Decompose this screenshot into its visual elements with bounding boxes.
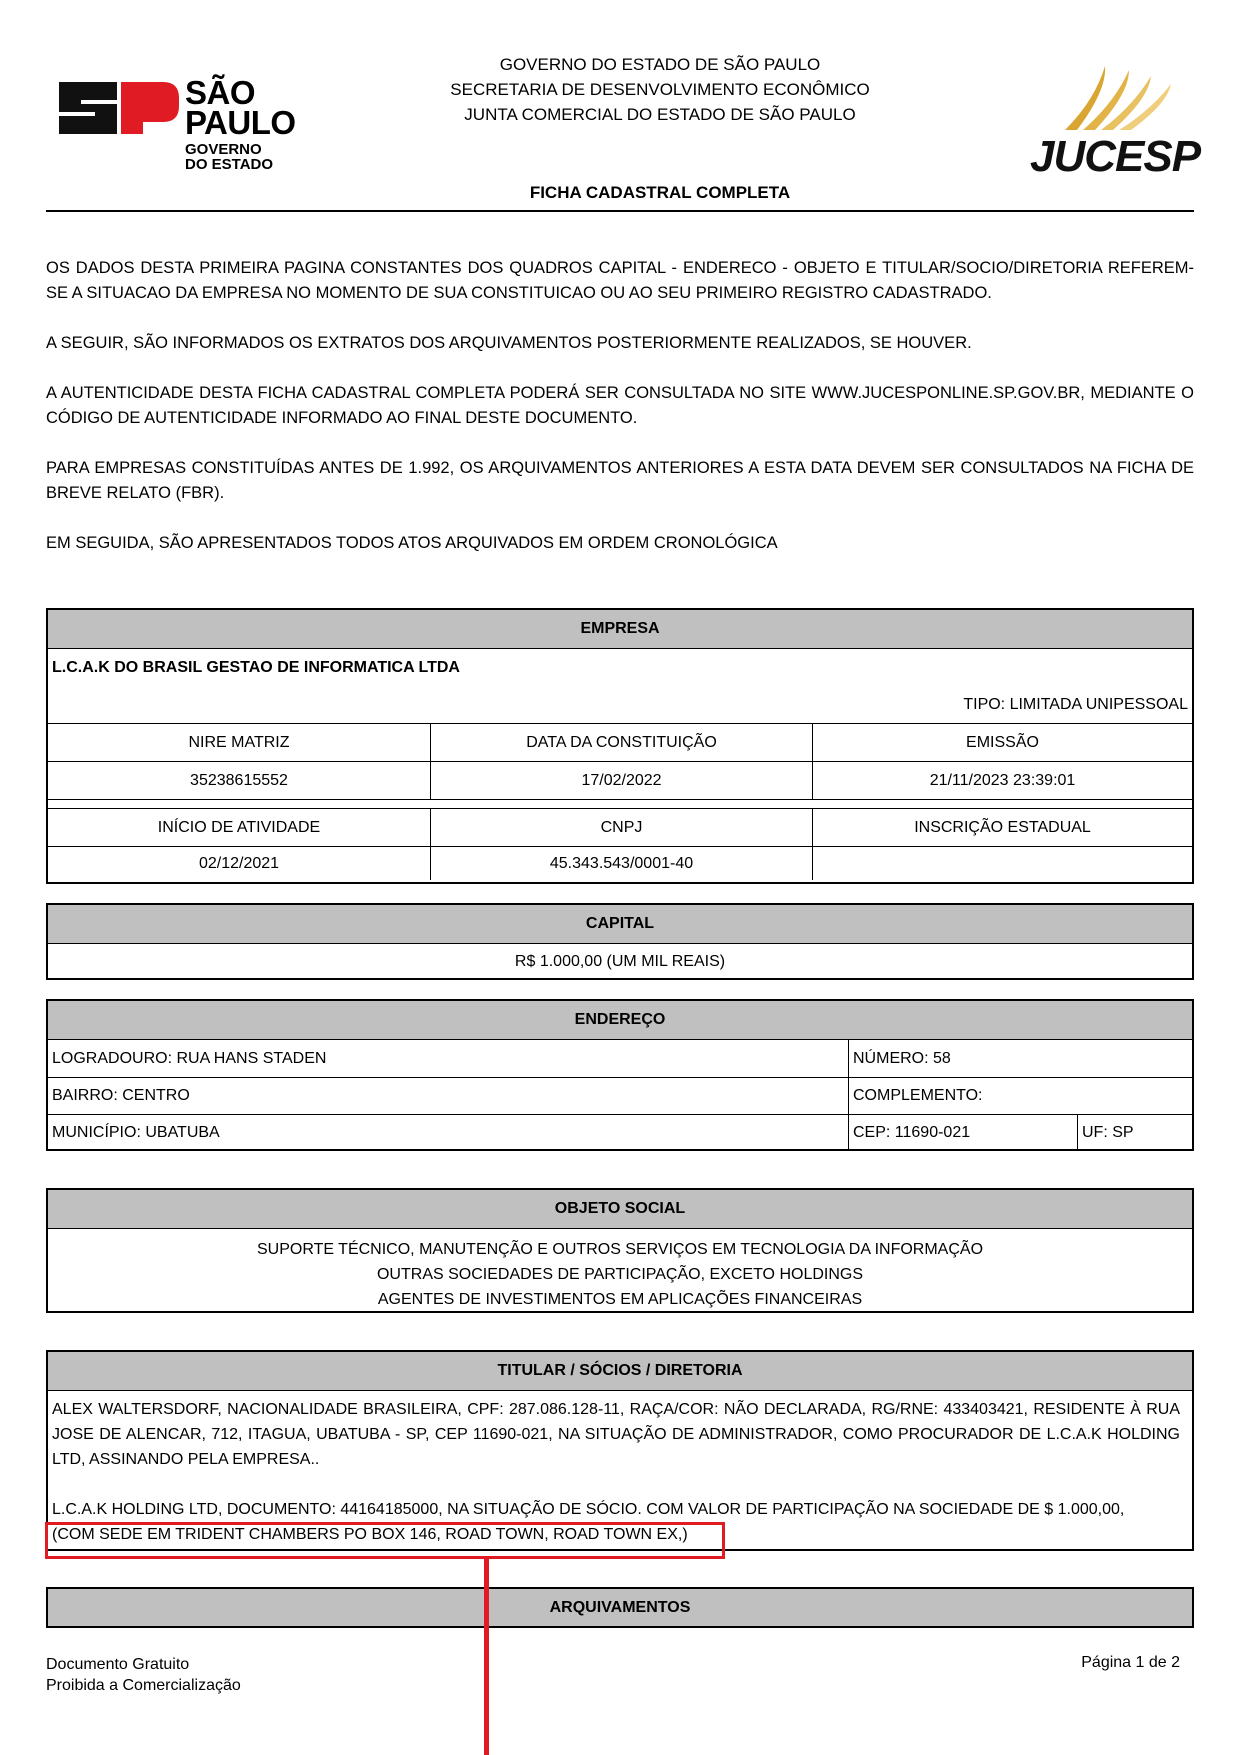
business-activity-3: AGENTES DE INVESTIMENTOS EM APLICAÇÕES FINANCEIRAS bbox=[377, 1291, 863, 1308]
highlight-annotation-line-over bbox=[484, 1587, 489, 1628]
endereco-heading: ENDEREÇO bbox=[48, 1001, 1192, 1040]
sp-logo-line-governo: GOVERNO bbox=[185, 141, 262, 158]
company-type: TIPO: LIMITADA UNIPESSOAL bbox=[963, 696, 1188, 713]
city-field: MUNICÍPIO: UBATUBA bbox=[52, 1123, 220, 1141]
document-title: FICHA CADASTRAL COMPLETA bbox=[529, 183, 791, 202]
footer-free-document: Documento Gratuito bbox=[46, 1656, 190, 1673]
sp-logo-line-sao: SÃO bbox=[185, 74, 256, 111]
titular-section bbox=[46, 1350, 1194, 1551]
company-name: L.C.A.K DO BRASIL GESTAO DE INFORMATICA LTDA bbox=[52, 659, 460, 676]
sp-logo-text bbox=[185, 74, 296, 173]
sp-logo-line-estado: DO ESTADO bbox=[185, 156, 274, 173]
gov-line-2: SECRETARIA DE DESENVOLVIMENTO ECONÔMICO bbox=[450, 80, 870, 99]
uf-field: UF: SP bbox=[1077, 1115, 1192, 1150]
objeto-social-section bbox=[46, 1188, 1194, 1313]
gov-line-1: GOVERNO DO ESTADO DE SÃO PAULO bbox=[499, 55, 821, 74]
titular-heading: TITULAR / SÓCIOS / DIRETORIA bbox=[48, 1352, 1192, 1391]
empresa-heading: EMPRESA bbox=[48, 610, 1192, 649]
activity-start-label: INÍCIO DE ATIVIDADE bbox=[157, 818, 321, 836]
page-number: Página 1 de 2 bbox=[1081, 1654, 1180, 1671]
capital-heading: CAPITAL bbox=[48, 905, 1192, 944]
government-header bbox=[380, 52, 940, 127]
business-activity-2: OUTRAS SOCIEDADES DE PARTICIPAÇÃO, EXCETO HOLDINGS bbox=[376, 1266, 864, 1283]
complement-field: COMPLEMENTO: bbox=[848, 1078, 1192, 1114]
intro-paragraph-1: OS DADOS DESTA PRIMEIRA PAGINA CONSTANTES DOS QUADROS CAPITAL - ENDERECO - OBJETO E TITULAR/SOCIO/DIRETORIA REFEREM-SE A SITUACAO DA EMPRESA NO MOMENTO DE SUA CONSTITUICAO OU AO SEU PRIMEIRO REGISTRO CADASTRADO. bbox=[46, 259, 1194, 302]
neighborhood-field: BAIRRO: CENTRO bbox=[52, 1087, 190, 1104]
intro-paragraph-3: A AUTENTICIDADE DESTA FICHA CADASTRAL COMPLETA PODERÁ SER CONSULTADA NO SITE WWW.JUCESPONLINE.SP.GOV.BR, MEDIANTE O CÓDIGO DE AUTENTICIDADE INFORMADO AO FINAL DESTE DOCUMENTO. bbox=[46, 384, 1194, 427]
empresa-section bbox=[46, 608, 1194, 884]
nire-label: NIRE MATRIZ bbox=[188, 733, 290, 751]
emission-value: 21/11/2023 23:39:01 bbox=[812, 762, 1192, 799]
intro-paragraph-2: A SEGUIR, SÃO INFORMADOS OS EXTRATOS DOS ARQUIVAMENTOS POSTERIORMENTE REALIZADOS, SE HOUVER. bbox=[46, 334, 972, 352]
highlight-annotation-box bbox=[45, 1522, 725, 1559]
intro-paragraph-4: PARA EMPRESAS CONSTITUÍDAS ANTES DE 1.992, OS ARQUIVAMENTOS ANTERIORES A ESTA DATA DEVEM SER CONSULTADOS NA FICHA DE BREVE RELATO (FBR). bbox=[46, 459, 1194, 502]
nire-value: 35238615552 bbox=[190, 771, 288, 789]
jucesp-wordmark: JUCESP bbox=[1030, 132, 1201, 181]
partner-holding-text: L.C.A.K HOLDING LTD, DOCUMENTO: 44164185000, NA SITUAÇÃO DE SÓCIO. COM VALOR DE PARTICIPAÇÃO NA SOCIEDADE DE $ 1.000,00, bbox=[52, 1501, 1125, 1518]
sp-logo-line-paulo: PAULO bbox=[185, 104, 296, 141]
header-divider bbox=[46, 210, 1194, 212]
cnpj-value: 45.343.543/0001-40 bbox=[430, 847, 812, 880]
street-field: LOGRADOURO: RUA HANS STADEN bbox=[52, 1049, 327, 1067]
state-registration-value bbox=[812, 847, 1192, 880]
footer-no-sale: Proibida a Comercialização bbox=[46, 1677, 241, 1694]
gov-line-3: JUNTA COMERCIAL DO ESTADO DE SÃO PAULO bbox=[464, 105, 856, 124]
capital-value: R$ 1.000,00 (UM MIL REAIS) bbox=[514, 953, 726, 970]
partner-administrator-text: ALEX WALTERSDORF, NACIONALIDADE BRASILEIRA, CPF: 287.086.128-11, RAÇA/COR: NÃO DECLARADA, RG/RNE: 433403421, RESIDENTE À RUA JOSE DE ALENCAR, 712, ITAGUA, UBATUBA - SP, CEP 11690-021, NA SITUAÇÃO DE ADMINISTRADOR, COMO PROCURADOR DE L.C.A.K HOLDING LTD, ASSINANDO PELA EMPRESA.. bbox=[52, 1401, 1180, 1468]
objeto-social-heading: OBJETO SOCIAL bbox=[48, 1190, 1192, 1229]
emission-label: EMISSÃO bbox=[812, 724, 1192, 761]
activity-start-value: 02/12/2021 bbox=[198, 854, 280, 872]
cep-field: CEP: 11690-021 bbox=[848, 1115, 1077, 1150]
capital-section bbox=[46, 903, 1194, 980]
cnpj-label: CNPJ bbox=[430, 809, 812, 846]
intro-paragraph-5: EM SEGUIDA, SÃO APRESENTADOS TODOS ATOS ARQUIVADOS EM ORDEM CRONOLÓGICA bbox=[46, 534, 778, 552]
number-field: NÚMERO: 58 bbox=[848, 1040, 1192, 1077]
arquivamentos-section bbox=[46, 1587, 1194, 1628]
arquivamentos-heading: ARQUIVAMENTOS bbox=[48, 1589, 1192, 1626]
constitution-date-value: 17/02/2022 bbox=[430, 762, 812, 799]
partner-holding-address: (COM SEDE EM TRIDENT CHAMBERS PO BOX 146, ROAD TOWN, ROAD TOWN EX,) bbox=[52, 1526, 688, 1543]
constitution-date-label: DATA DA CONSTITUIÇÃO bbox=[430, 724, 812, 761]
footer-notice bbox=[46, 1654, 241, 1696]
jucesp-swoosh-icon bbox=[1025, 60, 1185, 140]
sp-logo-mark-icon bbox=[55, 78, 185, 138]
state-registration-label: INSCRIÇÃO ESTADUAL bbox=[812, 809, 1192, 846]
endereco-section bbox=[46, 999, 1194, 1151]
business-activity-1: SUPORTE TÉCNICO, MANUTENÇÃO E OUTROS SERVIÇOS EM TECNOLOGIA DA INFORMAÇÃO bbox=[256, 1241, 984, 1258]
